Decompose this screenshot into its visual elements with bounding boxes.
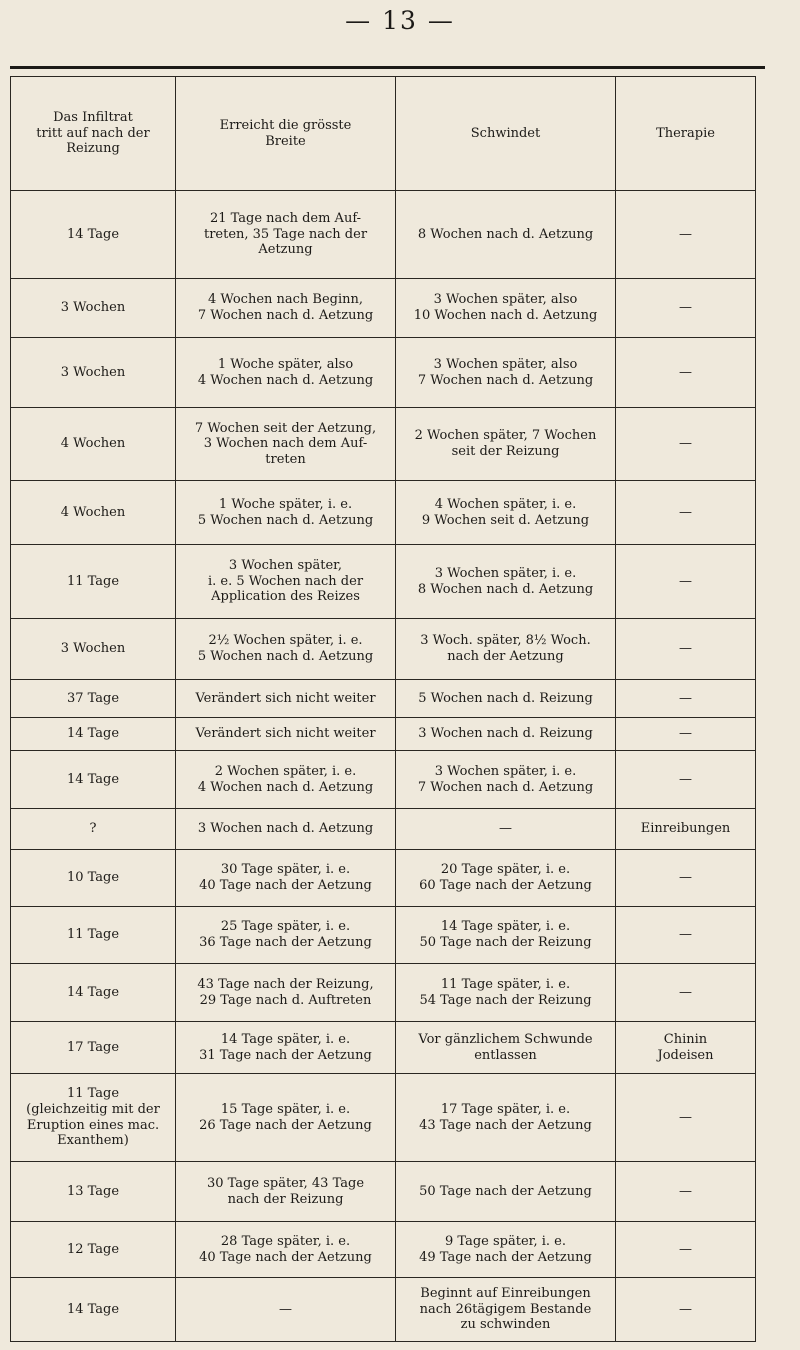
- schwindet-cell: 3 Wochen später, also 7 Wochen nach d. Aetzung: [396, 338, 616, 408]
- schwindet-cell: 3 Wochen später, i. e. 7 Wochen nach d. Aetzung: [396, 751, 616, 809]
- therapie-cell: —: [616, 481, 756, 545]
- therapie-cell: —: [616, 1162, 756, 1222]
- breite-cell: 1 Woche später, i. e. 5 Wochen nach d. Aetzung: [176, 481, 396, 545]
- therapie-cell: Chinin Jodeisen: [616, 1022, 756, 1074]
- schwindet-cell: 11 Tage später, i. e. 54 Tage nach der Reizung: [396, 964, 616, 1022]
- table-row: [11, 279, 756, 338]
- table-row: [11, 545, 756, 619]
- breite-cell: Verändert sich nicht weiter: [176, 680, 396, 718]
- header-schwindet: Schwindet: [396, 77, 616, 191]
- therapie-cell: —: [616, 850, 756, 907]
- therapie-cell: —: [616, 1222, 756, 1278]
- table-row: [11, 850, 756, 907]
- table-row: [11, 751, 756, 809]
- infiltrat-cell: 14 Tage: [11, 718, 176, 751]
- schwindet-cell: 3 Woch. später, 8½ Woch. nach der Aetzung: [396, 619, 616, 680]
- table-row: [11, 1074, 756, 1162]
- table-row: [11, 718, 756, 751]
- therapie-cell: —: [616, 619, 756, 680]
- breite-cell: Verändert sich nicht weiter: [176, 718, 396, 751]
- infiltrat-cell: 12 Tage: [11, 1222, 176, 1278]
- infiltrat-cell: 14 Tage: [11, 751, 176, 809]
- table-row: [11, 680, 756, 718]
- schwindet-cell: Vor gänzlichem Schwunde entlassen: [396, 1022, 616, 1074]
- therapie-cell: —: [616, 1278, 756, 1342]
- infiltrat-cell: 4 Wochen: [11, 481, 176, 545]
- infiltrat-cell: 11 Tage (gleichzeitig mit der Eruption eines mac. Exanthem): [11, 1074, 176, 1162]
- infiltrat-cell: 3 Wochen: [11, 279, 176, 338]
- infiltrat-cell: 14 Tage: [11, 191, 176, 279]
- schwindet-cell: 2 Wochen später, 7 Wochen seit der Reizung: [396, 408, 616, 481]
- schwindet-cell: —: [396, 809, 616, 850]
- infiltrat-cell: 11 Tage: [11, 545, 176, 619]
- schwindet-cell: 17 Tage später, i. e. 43 Tage nach der Aetzung: [396, 1074, 616, 1162]
- header-breite: Erreicht die grösste Breite: [176, 77, 396, 191]
- header-infiltrat: Das Infiltrat tritt auf nach der Reizung: [11, 77, 176, 191]
- infiltrat-cell: 37 Tage: [11, 680, 176, 718]
- header-therapie: Therapie: [616, 77, 756, 191]
- breite-cell: 30 Tage später, i. e. 40 Tage nach der Aetzung: [176, 850, 396, 907]
- schwindet-cell: 4 Wochen später, i. e. 9 Wochen seit d. Aetzung: [396, 481, 616, 545]
- therapie-cell: —: [616, 1074, 756, 1162]
- infiltrat-cell: 17 Tage: [11, 1022, 176, 1074]
- therapie-cell: —: [616, 191, 756, 279]
- breite-cell: 4 Wochen nach Beginn, 7 Wochen nach d. Aetzung: [176, 279, 396, 338]
- therapie-cell: —: [616, 907, 756, 964]
- schwindet-cell: 3 Wochen nach d. Reizung: [396, 718, 616, 751]
- infiltrat-cell: 13 Tage: [11, 1162, 176, 1222]
- breite-cell: 25 Tage später, i. e. 36 Tage nach der Aetzung: [176, 907, 396, 964]
- therapie-cell: —: [616, 751, 756, 809]
- header-row: [11, 77, 756, 191]
- breite-cell: 21 Tage nach dem Auf- treten, 35 Tage nach der Aetzung: [176, 191, 396, 279]
- table-row: [11, 619, 756, 680]
- infiltrat-cell: ?: [11, 809, 176, 850]
- therapie-cell: Einreibungen: [616, 809, 756, 850]
- infiltrat-cell: 10 Tage: [11, 850, 176, 907]
- infiltrat-cell: 14 Tage: [11, 964, 176, 1022]
- breite-cell: 30 Tage später, 43 Tage nach der Reizung: [176, 1162, 396, 1222]
- infiltrat-cell: 3 Wochen: [11, 619, 176, 680]
- infiltrat-cell: 14 Tage: [11, 1278, 176, 1342]
- therapie-cell: —: [616, 279, 756, 338]
- schwindet-cell: 9 Tage später, i. e. 49 Tage nach der Aetzung: [396, 1222, 616, 1278]
- infiltrat-cell: 4 Wochen: [11, 408, 176, 481]
- therapie-cell: —: [616, 680, 756, 718]
- top-rule: [10, 66, 765, 69]
- breite-cell: 43 Tage nach der Reizung, 29 Tage nach d. Auftreten: [176, 964, 396, 1022]
- table-body: [11, 191, 756, 1342]
- therapie-cell: —: [616, 964, 756, 1022]
- table-row: [11, 338, 756, 408]
- infiltrat-cell: 3 Wochen: [11, 338, 176, 408]
- therapie-cell: —: [616, 408, 756, 481]
- page-number: — 13 —: [345, 6, 455, 35]
- breite-cell: 3 Wochen später, i. e. 5 Wochen nach der Application des Reizes: [176, 545, 396, 619]
- breite-cell: 28 Tage später, i. e. 40 Tage nach der Aetzung: [176, 1222, 396, 1278]
- table-row: [11, 408, 756, 481]
- table-row: [11, 964, 756, 1022]
- breite-cell: —: [176, 1278, 396, 1342]
- table-row: [11, 191, 756, 279]
- schwindet-cell: 8 Wochen nach d. Aetzung: [396, 191, 616, 279]
- schwindet-cell: 3 Wochen später, i. e. 8 Wochen nach d. Aetzung: [396, 545, 616, 619]
- therapie-cell: —: [616, 718, 756, 751]
- schwindet-cell: 50 Tage nach der Aetzung: [396, 1162, 616, 1222]
- breite-cell: 14 Tage später, i. e. 31 Tage nach der Aetzung: [176, 1022, 396, 1074]
- schwindet-cell: 20 Tage später, i. e. 60 Tage nach der Aetzung: [396, 850, 616, 907]
- table-row: [11, 481, 756, 545]
- schwindet-cell: 5 Wochen nach d. Reizung: [396, 680, 616, 718]
- infiltrat-cell: 11 Tage: [11, 907, 176, 964]
- table-row: [11, 809, 756, 850]
- therapie-cell: —: [616, 338, 756, 408]
- table-row: [11, 1162, 756, 1222]
- therapie-cell: —: [616, 545, 756, 619]
- table-row: [11, 1278, 756, 1342]
- table-row: [11, 907, 756, 964]
- breite-cell: 15 Tage später, i. e. 26 Tage nach der Aetzung: [176, 1074, 396, 1162]
- table-row: [11, 1222, 756, 1278]
- schwindet-cell: 14 Tage später, i. e. 50 Tage nach der Reizung: [396, 907, 616, 964]
- data-table: [10, 76, 756, 1342]
- breite-cell: 7 Wochen seit der Aetzung, 3 Wochen nach dem Auf- treten: [176, 408, 396, 481]
- breite-cell: 1 Woche später, also 4 Wochen nach d. Aetzung: [176, 338, 396, 408]
- breite-cell: 3 Wochen nach d. Aetzung: [176, 809, 396, 850]
- breite-cell: 2 Wochen später, i. e. 4 Wochen nach d. Aetzung: [176, 751, 396, 809]
- table-row: [11, 1022, 756, 1074]
- schwindet-cell: 3 Wochen später, also 10 Wochen nach d. Aetzung: [396, 279, 616, 338]
- breite-cell: 2½ Wochen später, i. e. 5 Wochen nach d. Aetzung: [176, 619, 396, 680]
- schwindet-cell: Beginnt auf Einreibungen nach 26tägigem Bestande zu schwinden: [396, 1278, 616, 1342]
